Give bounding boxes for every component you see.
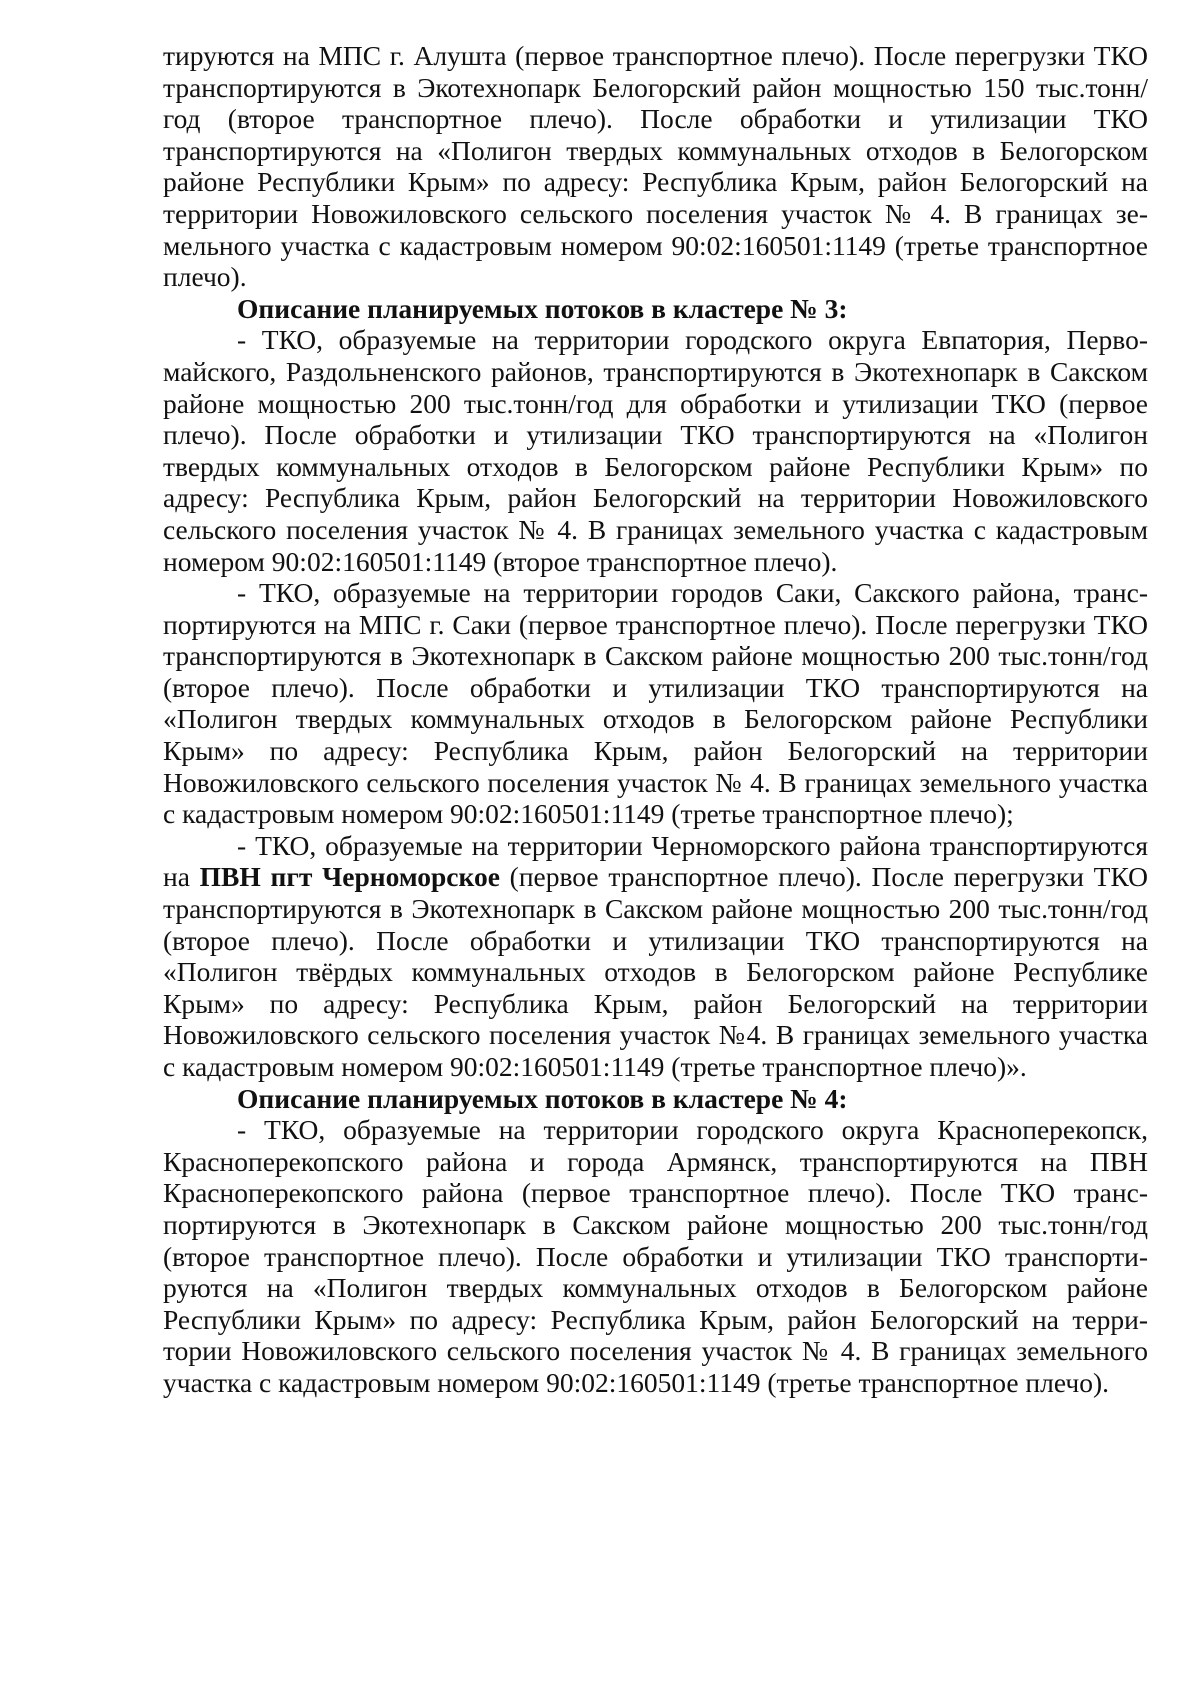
paragraph-cluster2-continuation: тируются на МПС г. Алушта (первое транспортное плечо). После перегрузки ТКО транспортируются в Экотехнопарк Белогорский район мощностью 150 тыс.тонн/год (второе транспортное плечо). После обработки и утилизации ТКО транспортируются на «Полигон твердых коммунальных отходов в Белогорском районе Республики Крым» по адресу: Республика Крым, район Белогорский на территории Новожиловского сельского поселения участок № 4. В границах земельного участка с кадастровым номером 90:02:160501:1149 (третье транспортное плечо). (163, 40, 1148, 293)
paragraph-cluster3-chernomorskoe (163, 830, 1148, 1083)
paragraph-cluster3-evpatoria: - ТКО, образуемые на территории городского округа Евпатория, Первомайского, Раздольненского районов, транспортируются в Экотехнопарк в Сакском районе мощностью 200 тыс.тонн/год для обработки и утилизации ТКО (первое плечо). После обработки и утилизации ТКО транспортируются на «Полигон твердых коммунальных отходов в Белогорском районе Республики Крым» по адресу: Республика Крым, район Белогорский на территории Новожиловского сельского поселения участок № 4. В границах земельного участка с кадастровым номером 90:02:160501:1149 (второе транспортное плечо). (163, 324, 1148, 577)
document-page (163, 40, 1148, 1399)
paragraph-cluster4-krasnoperekopsk: - ТКО, образуемые на территории городского округа Красноперекопск, Красноперекопского района и города Армянск, транспортируются на ПВН Красноперекопского района (первое транспортное плечо). После ТКО транспортируются в Экотехнопарк в Сакском районе мощностью 200 тыс.тонн/год (второе транспортное плечо). После обработки и утилизации ТКО транспортируются на «Полигон твердых коммунальных отходов в Белогорском районе Республики Крым» по адресу: Республика Крым, район Белогорский на территории Новожиловского сельского поселения участок № 4. В границах земельного участка с кадастровым номером 90:02:160501:1149 (третье транспортное плечо). (163, 1114, 1148, 1398)
bold-location-name: ПВН пгт Черноморское (199, 861, 500, 893)
heading-cluster-4: Описание планируемых потоков в кластере № 4: (237, 1082, 848, 1114)
heading-cluster-3: Описание планируемых потоков в кластере № 3: (237, 292, 848, 324)
paragraph-cluster3-saki: - ТКО, образуемые на территории городов Саки, Сакского района, транспортируются на МПС г. Саки (первое транспортное плечо). После перегрузки ТКО транспортируются в Экотехнопарк в Сакском районе мощностью 200 тыс.тонн/год (второе плечо). После обработки и утилизации ТКО транспортируются на «Полигон твердых коммунальных отходов в Белогорском районе Республики Крым» по адресу: Республика Крым, район Белогорский на территории Новожиловского сельского поселения участок № 4. В границах земельного участка с кадастровым номером 90:02:160501:1149 (третье транспортное плечо); (163, 577, 1148, 830)
paragraph-text: - ТКО, образуемые на территории Черноморского района транспортируются на (163, 829, 1148, 893)
paragraph-text: (первое транспортное плечо). После перегрузки ТКО транспортируются в Экотехнопарк в Сакском районе мощностью 200 тыс.тонн/год (второе плечо). После обработки и утилизации ТКО транспортируются на «Полигон твёрдых коммунальных отходов в Белогорском районе Республике Крым» по адресу: Республика Крым, район Белогорский на территории Новожиловского сельского поселения участок №4. В границах земельного участка с кадастровым номером 90:02:160501:1149 (третье транспортное плечо)». (163, 861, 1148, 1082)
